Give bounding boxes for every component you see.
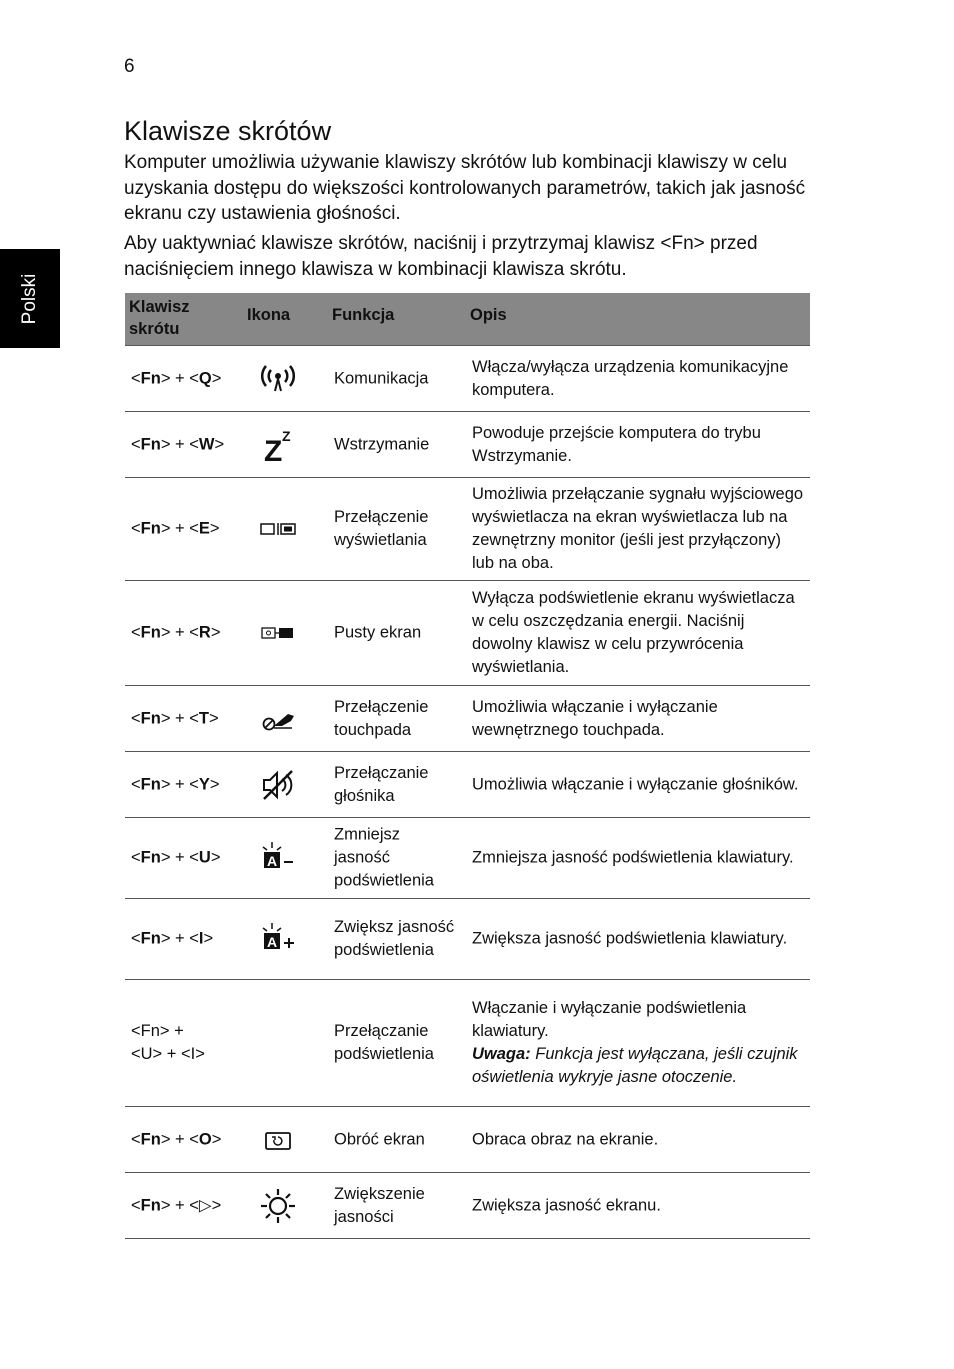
shortcut-key-line2: <U> + <I>	[131, 1045, 205, 1063]
intro-paragraph-2: Aby uaktywniać klawisze skrótów, naciśnij i przytrzymaj klawisz <Fn> przed naciśnięciem innego klawisza w kombinacji klawisza skrótu.	[124, 233, 758, 280]
shortcut-key	[131, 1020, 241, 1066]
brightness-up-icon	[255, 1186, 300, 1226]
function-description: Wyłącza podświetlenie ekranu wyświetlacza w celu oszczędzania energii. Naciśnij dowolny klawisz w celu przywrócenia wyświetlania.	[472, 589, 795, 676]
function-description: Umożliwia włączanie i wyłączanie wewnętrznego touchpada.	[472, 697, 718, 739]
function-description: Zmniejsza jasność podświetlenia klawiatury.	[472, 848, 794, 867]
table-row	[125, 1107, 810, 1173]
shortcut-key: <Fn> + <O>	[131, 1130, 222, 1148]
function-name: Pusty ekran	[334, 623, 422, 642]
function-description: Obraca obraz na ekranie.	[472, 1130, 659, 1148]
page-title: Klawisze skrótów	[124, 116, 332, 146]
shortcut-key-line1: <Fn> +	[131, 1022, 184, 1040]
touchpad-toggle-icon	[255, 699, 300, 739]
shortcut-key: <Fn> + <R>	[131, 623, 221, 642]
table-row	[125, 1173, 810, 1239]
svg-text:A: A	[266, 853, 277, 869]
shortcut-key: <Fn> + <Q>	[131, 369, 222, 387]
description-text: Włączanie i wyłączanie podświetlenia klawiatury.	[472, 999, 747, 1040]
header-icon: Ikona	[247, 306, 291, 324]
sleep-icon	[255, 425, 300, 465]
header-key-line2: skrótu	[129, 320, 180, 338]
function-description: Umożliwia przełączanie sygnału wyjściowego wyświetlacza na ekran wyświetlacza lub na zewnętrzny monitor (jeśli jest przyłączony) lub na oba.	[472, 485, 804, 572]
function-name: Obróć ekran	[334, 1130, 425, 1148]
intro-paragraph-1: Komputer umożliwia używanie klawiszy skrótów lub kombinacji klawiszy w celu uzyskania dostępu do większości kontrolowanych parametrów, takich jak jasność ekranu czy ustawienia głośności.	[124, 152, 806, 224]
header-key	[129, 296, 190, 340]
blank-screen-icon	[255, 613, 300, 653]
shortcut-key: <Fn> + <U>	[131, 848, 221, 867]
rotate-screen-icon	[255, 1120, 300, 1160]
table-row	[125, 686, 810, 752]
wireless-icon	[255, 359, 300, 399]
table-row	[125, 345, 810, 412]
language-tab	[0, 249, 60, 348]
function-name: Przełączanie głośnika	[334, 763, 429, 805]
table-row	[125, 818, 810, 899]
table-row	[125, 478, 810, 581]
language-tab-label: Polski	[19, 273, 40, 325]
function-description: Zwiększa jasność ekranu.	[472, 1196, 661, 1214]
table-header	[125, 293, 810, 345]
shortcut-key: <Fn> + <W>	[131, 435, 225, 453]
table-row	[125, 980, 810, 1107]
shortcut-key: <Fn> + <Y>	[131, 775, 220, 793]
function-name: Zmniejsz jasność podświetlenia	[334, 825, 434, 890]
svg-text:Z: Z	[263, 434, 282, 465]
shortcut-key: <Fn> + <I>	[131, 929, 214, 948]
function-description: Włącza/wyłącza urządzenia komunikacyjne komputera.	[472, 357, 789, 399]
function-description: Zwiększa jasność podświetlenia klawiatury.	[472, 929, 788, 948]
function-name: Komunikacja	[334, 369, 429, 387]
keyboard-backlight-down-icon	[255, 838, 300, 878]
table-row	[125, 581, 810, 686]
display-toggle-icon	[255, 509, 300, 549]
function-name: Zwiększenie jasności	[334, 1184, 425, 1226]
function-name: Zwiększ jasność podświetlenia	[334, 918, 455, 959]
header-key-line1: Klawisz	[129, 298, 190, 316]
svg-text:A: A	[266, 934, 277, 950]
table-row	[125, 899, 810, 980]
page-number: 6	[124, 56, 135, 77]
function-name: Przełączanie podświetlenia	[334, 1022, 434, 1063]
speaker-mute-icon	[255, 765, 300, 805]
keyboard-backlight-up-icon	[255, 919, 300, 959]
function-name: Wstrzymanie	[334, 435, 430, 453]
shortcut-key: <Fn> + <E>	[131, 519, 220, 538]
header-description: Opis	[470, 306, 507, 324]
shortcut-key: <Fn> + <▷>	[131, 1196, 222, 1214]
function-description: Powoduje przejście komputera do trybu Wstrzymanie.	[472, 423, 761, 465]
function-name: Przełączenie touchpada	[334, 697, 429, 739]
function-name: Przełączenie wyświetlania	[334, 508, 429, 549]
header-function: Funkcja	[332, 306, 395, 324]
function-description	[472, 997, 807, 1089]
note-label: Uwaga:	[472, 1045, 531, 1063]
table-row	[125, 412, 810, 478]
table-row	[125, 752, 810, 818]
right-arrow-icon: ▷	[198, 1196, 212, 1214]
shortcut-key: <Fn> + <T>	[131, 709, 219, 727]
hotkey-table	[125, 293, 810, 1239]
svg-text:Z: Z	[281, 427, 291, 444]
function-description: Umożliwia włączanie i wyłączanie głośników.	[472, 775, 799, 793]
note-text: Funkcja jest wyłączana, jeśli czujnik oświetlenia wykryje jasne otoczenie.	[472, 1045, 798, 1086]
